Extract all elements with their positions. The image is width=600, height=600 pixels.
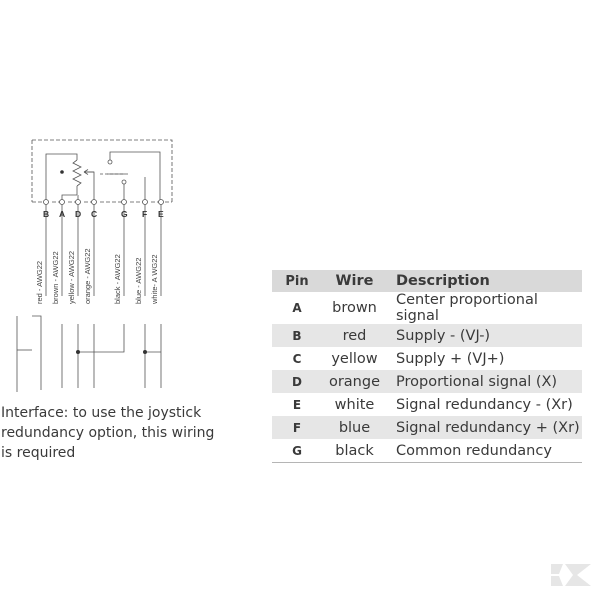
header-description: Description xyxy=(387,270,582,292)
table-row xyxy=(272,347,582,370)
cell-pin: G xyxy=(272,439,322,463)
cell-description: Common redundancy xyxy=(387,439,582,463)
cell-pin: C xyxy=(292,351,302,366)
pin-label: B xyxy=(43,209,50,219)
wire-label: white- A WG22 xyxy=(150,254,159,304)
redundancy-switch-circuit xyxy=(107,152,160,202)
cell-wire: blue xyxy=(322,416,387,439)
pin-label: F xyxy=(142,209,148,219)
wire-label: black - AWG22 xyxy=(113,254,122,304)
junction-dot xyxy=(76,350,80,354)
junction-dot xyxy=(60,170,64,174)
junction-dot xyxy=(143,350,147,354)
connector-pin-a xyxy=(60,200,65,205)
pin-label: E xyxy=(158,209,164,219)
brand-logo-watermark xyxy=(549,562,593,588)
connector-pin-d xyxy=(76,200,81,205)
connector-pin-f xyxy=(143,200,148,205)
cell-pin: F xyxy=(272,416,322,439)
wire-label: blue - AWG22 xyxy=(134,257,143,304)
cell-description: Center proportional signal xyxy=(396,292,538,324)
note-line: Interface: to use the joystick xyxy=(1,405,202,421)
cell-description: Supply - (VJ-) xyxy=(387,324,582,347)
table-row xyxy=(272,370,582,393)
wire-label: yellow - AWG22 xyxy=(67,250,76,304)
wire-label: red - AWG22 xyxy=(35,260,44,304)
cell-wire: white xyxy=(334,396,375,413)
cell-wire: red xyxy=(322,324,387,347)
table-row xyxy=(272,324,582,347)
switch-contact xyxy=(108,160,112,164)
cell-description: Signal redundancy - (Xr) xyxy=(396,396,573,413)
table-row xyxy=(272,393,582,416)
cell-pin: E xyxy=(292,397,302,412)
external-wiring xyxy=(17,316,161,392)
pin-label: C xyxy=(91,209,98,219)
table-row xyxy=(272,416,582,439)
table-header-row xyxy=(272,270,582,292)
joystick-housing-outline xyxy=(32,140,172,202)
table-row xyxy=(272,292,582,324)
connector-pin-c xyxy=(92,200,97,205)
potentiometer-resistor xyxy=(73,160,81,186)
cell-description: Supply + (VJ+) xyxy=(396,350,505,367)
cell-wire: orange xyxy=(322,370,387,393)
cell-pin: A xyxy=(292,301,302,315)
note-line: redundancy option, this wiring xyxy=(1,425,215,441)
cell-wire: brown xyxy=(332,300,377,316)
cell-pin: B xyxy=(272,324,322,347)
cell-pin: D xyxy=(272,370,322,393)
cell-wire: yellow xyxy=(331,350,378,367)
note-line: is required xyxy=(1,445,76,461)
connector-pin-e xyxy=(159,200,164,205)
potentiometer-circuit xyxy=(46,154,94,202)
cell-wire: black xyxy=(322,439,387,463)
wire-label: brown - AWG22 xyxy=(51,251,60,304)
pin-label: A xyxy=(59,209,66,219)
interface-note xyxy=(1,403,241,463)
table-row xyxy=(272,439,582,463)
header-pin: Pin xyxy=(272,270,322,292)
pin-label: D xyxy=(75,209,82,219)
cell-description: Proportional signal (X) xyxy=(387,370,582,393)
switch-contact xyxy=(122,180,126,184)
cell-description: Signal redundancy + (Xr) xyxy=(387,416,582,439)
header-wire: Wire xyxy=(322,270,387,292)
pin-label: G xyxy=(121,209,128,219)
pin-table xyxy=(272,270,582,463)
connector-pin-b xyxy=(44,200,49,205)
wire-label: orange - AWG22 xyxy=(83,248,92,304)
connector-pin-g xyxy=(122,200,127,205)
